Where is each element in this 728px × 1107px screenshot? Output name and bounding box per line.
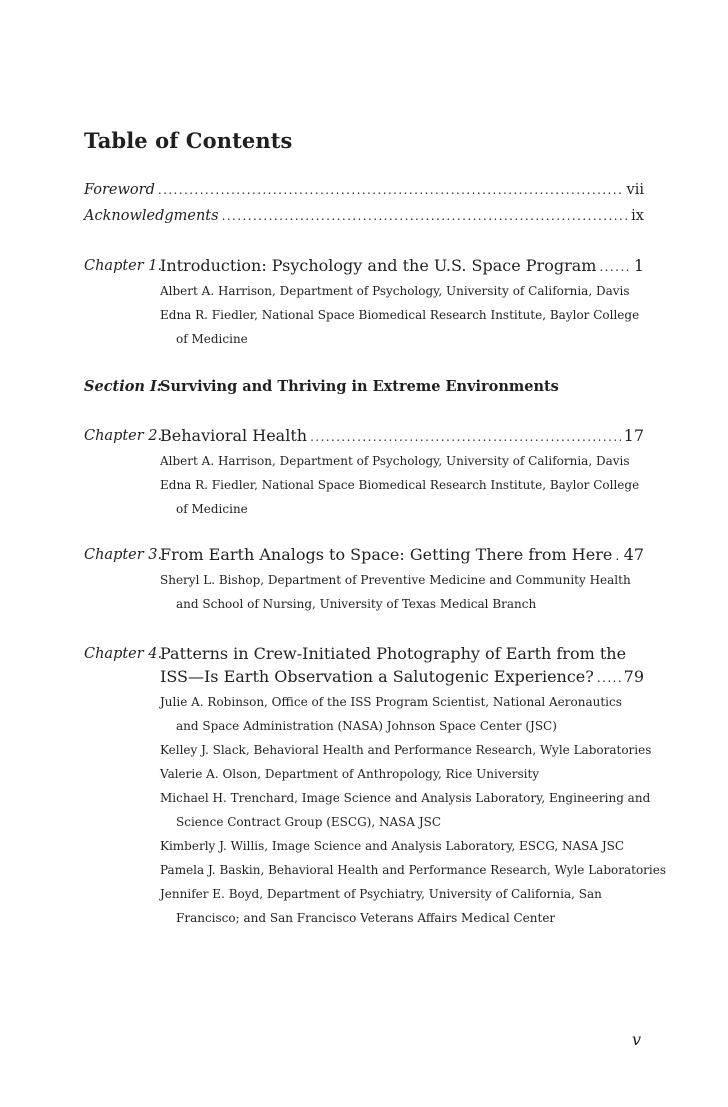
author-line: Sheryl L. Bishop, Department of Preventive Medicine and Community Health — [160, 573, 631, 587]
chapter-title: Behavioral Health — [160, 426, 308, 445]
chapter-1-label: Chapter 1. — [84, 258, 163, 274]
author-line: Albert A. Harrison, Department of Psychology, University of California, Davis — [160, 284, 630, 298]
chapter-title: From Earth Analogs to Space: Getting There from Here — [160, 545, 613, 564]
entry-label: Acknowledgments — [84, 208, 219, 224]
entry-label: Foreword — [84, 182, 155, 198]
author-line-continued: and Space Administration (NASA) Johnson Space Center (JSC) — [176, 719, 557, 733]
chapter-1-entry[interactable] — [160, 256, 644, 351]
chapter-4-label: Chapter 4. — [84, 646, 163, 662]
author-line-continued: Francisco; and San Francisco Veterans Affairs Medical Center — [176, 911, 556, 925]
chapter-2-title-line — [160, 426, 644, 449]
chapter-2-entry[interactable] — [160, 426, 644, 521]
author-entry — [160, 834, 644, 858]
toc-entry-foreword[interactable] — [84, 182, 644, 198]
author-line: Kimberly J. Willis, Image Science and Analysis Laboratory, ESCG, NASA JSC — [160, 839, 625, 853]
entry-page-number: ix — [631, 208, 644, 224]
dot-leader — [158, 183, 624, 197]
section-1-title[interactable]: Surviving and Thriving in Extreme Environments — [160, 378, 559, 395]
chapter-3-label: Chapter 3. — [84, 547, 163, 563]
dot-leader — [222, 209, 629, 223]
section-1-label: Section I: — [84, 378, 163, 395]
author-entry — [160, 303, 644, 351]
chapter-page-number: 47 — [623, 545, 644, 564]
chapter-page-number: 17 — [623, 426, 644, 445]
chapter-page-number: 79 — [623, 667, 644, 686]
author-entry — [160, 568, 644, 616]
author-entry — [160, 738, 652, 762]
chapter-3-entry[interactable] — [160, 545, 644, 616]
chapter-4-title-line-1 — [160, 644, 644, 667]
author-line: Edna R. Fiedler, National Space Biomedical Research Institute, Baylor College — [160, 308, 640, 322]
chapter-4-entry[interactable] — [160, 644, 667, 930]
author-entry — [160, 279, 644, 303]
author-line-continued: of Medicine — [176, 502, 248, 516]
chapter-title: Introduction: Psychology and the U.S. Space Program — [160, 256, 597, 275]
dot-leader — [599, 260, 630, 274]
author-entry — [160, 786, 651, 834]
author-line: Michael H. Trenchard, Image Science and Analysis Laboratory, Engineering and — [160, 791, 651, 805]
page-title: Table of Contents — [84, 128, 293, 153]
entry-page-number: vii — [626, 182, 644, 198]
chapter-page-number: 1 — [633, 256, 644, 275]
author-line: Edna R. Fiedler, National Space Biomedical Research Institute, Baylor College — [160, 478, 640, 492]
author-line: Pamela J. Baskin, Behavioral Health and Performance Research, Wyle Laboratories — [160, 863, 667, 877]
author-line: Jennifer E. Boyd, Department of Psychiatry, University of California, San — [160, 887, 602, 901]
chapter-1-title-line — [160, 256, 644, 279]
author-line: Julie A. Robinson, Office of the ISS Program Scientist, National Aeronautics — [160, 695, 622, 709]
page-folio: v — [632, 1030, 642, 1049]
chapter-title: Patterns in Crew-Initiated Photography of Earth from the — [160, 644, 627, 663]
chapter-3-title-line — [160, 545, 644, 568]
author-line: Kelley J. Slack, Behavioral Health and Performance Research, Wyle Laboratories — [160, 743, 652, 757]
chapter-4-title-line-2 — [160, 667, 644, 690]
dot-leader — [615, 549, 620, 563]
author-entry — [160, 690, 644, 738]
author-line: Valerie A. Olson, Department of Anthropology, Rice University — [160, 767, 540, 781]
author-entry — [160, 762, 644, 786]
dot-leader — [597, 671, 621, 685]
chapter-title-continued: ISS—Is Earth Observation a Salutogenic Experience? — [160, 667, 594, 686]
dot-leader — [310, 430, 621, 444]
author-entry — [160, 858, 667, 882]
author-entry — [160, 473, 644, 521]
toc-entry-acknowledgments[interactable] — [84, 208, 644, 224]
author-entry — [160, 449, 644, 473]
author-line-continued: and School of Nursing, University of Texas Medical Branch — [176, 597, 537, 611]
author-line-continued: Science Contract Group (ESCG), NASA JSC — [176, 815, 442, 829]
chapter-2-label: Chapter 2. — [84, 428, 163, 444]
author-line: Albert A. Harrison, Department of Psychology, University of California, Davis — [160, 454, 630, 468]
author-entry — [160, 882, 644, 930]
author-line-continued: of Medicine — [176, 332, 248, 346]
